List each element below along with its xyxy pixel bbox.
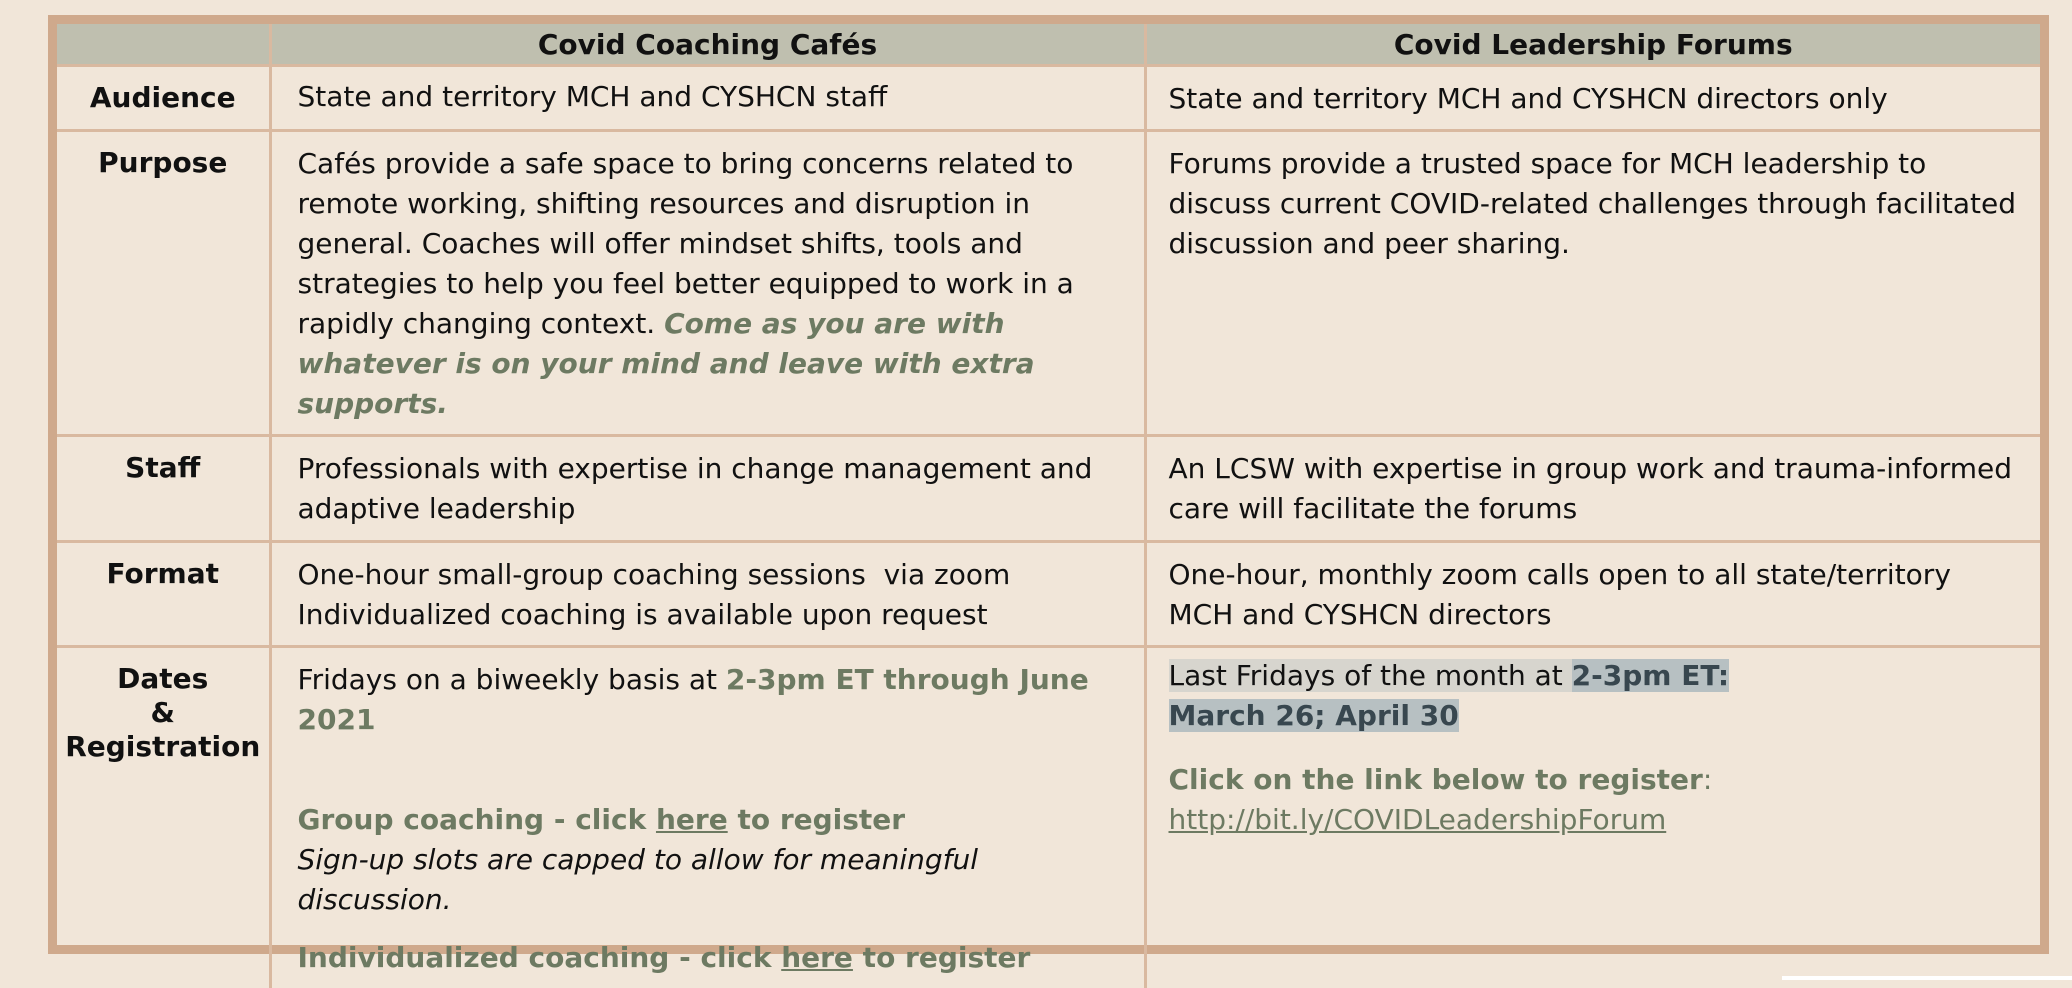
table-header-row bbox=[57, 24, 2040, 66]
individual-coaching-suffix: to register bbox=[853, 941, 1030, 974]
forum-format: One-hour, monthly zoom calls open to all state/territory MCH and CYSHCN directors bbox=[1145, 542, 2040, 647]
header-coaching-cafes: Covid Coaching Cafés bbox=[270, 24, 1145, 66]
group-coaching-line bbox=[298, 800, 1124, 840]
group-coaching-prefix: Group coaching - click bbox=[298, 803, 656, 836]
individual-coaching-register-link[interactable]: here bbox=[781, 941, 853, 974]
forum-dates: March 26; April 30 bbox=[1169, 699, 1459, 732]
corner-patch bbox=[1782, 976, 2072, 980]
spacer bbox=[298, 740, 1124, 800]
table-row-format bbox=[57, 542, 2040, 647]
label-dates: Dates bbox=[57, 662, 269, 696]
comparison-table-frame bbox=[48, 15, 2049, 954]
group-coaching-suffix: to register bbox=[728, 803, 905, 836]
cafe-schedule-prefix: Fridays on a biweekly basis at bbox=[298, 663, 726, 696]
cafe-format-line-1: One-hour small-group coaching sessions via zoom bbox=[298, 555, 1124, 595]
forum-schedule-time: 2-3pm ET: bbox=[1572, 659, 1729, 692]
signup-note: Sign-up slots are capped to allow for meaningful discussion. bbox=[298, 840, 1124, 920]
spacer bbox=[1169, 736, 2021, 760]
row-label-purpose: Purpose bbox=[57, 131, 270, 436]
row-label-staff: Staff bbox=[57, 436, 270, 542]
comparison-table bbox=[57, 24, 2040, 988]
forum-schedule-prefix: Last Fridays of the month at bbox=[1169, 659, 1572, 692]
forum-staff: An LCSW with expertise in group work and trauma-informed care will facilitate the forums bbox=[1145, 436, 2040, 542]
table-row-dates-registration bbox=[57, 647, 2040, 988]
forum-register-link-line bbox=[1169, 800, 2021, 840]
table-row-audience bbox=[57, 66, 2040, 131]
row-label-dates-registration bbox=[57, 647, 270, 988]
cafe-dates-registration bbox=[270, 647, 1145, 988]
group-coaching-register-link[interactable]: here bbox=[656, 803, 728, 836]
forum-audience: State and territory MCH and CYSHCN directors only bbox=[1145, 66, 2040, 131]
cafe-purpose-emphasis: Come as you are with whatever is on your mind and leave with extra supports. bbox=[298, 307, 1035, 420]
header-leadership-forums: Covid Leadership Forums bbox=[1145, 24, 2040, 66]
cafe-schedule bbox=[298, 660, 1124, 740]
cafe-purpose bbox=[270, 131, 1145, 436]
cafe-format bbox=[270, 542, 1145, 647]
cafe-audience: State and territory MCH and CYSHCN staff bbox=[270, 66, 1145, 131]
header-empty-cell bbox=[57, 24, 270, 66]
individual-coaching-line bbox=[298, 938, 1124, 978]
cafe-staff: Professionals with expertise in change management and adaptive leadership bbox=[270, 436, 1145, 542]
cafe-format-line-2: Individualized coaching is available upon request bbox=[298, 595, 1124, 635]
cafe-schedule-time: 2-3pm ET through June 2021 bbox=[298, 663, 1089, 736]
table-row-purpose bbox=[57, 131, 2040, 436]
forum-schedule bbox=[1169, 656, 2021, 696]
forum-register-line bbox=[1169, 760, 2021, 800]
spacer bbox=[298, 920, 1124, 938]
forum-dates-registration bbox=[1145, 647, 2040, 988]
label-registration: Registration bbox=[57, 730, 269, 764]
forum-register-label: Click on the link below to register bbox=[1169, 763, 1703, 796]
row-label-audience: Audience bbox=[57, 66, 270, 131]
forum-register-link[interactable]: http://bit.ly/COVIDLeadershipForum bbox=[1169, 803, 1667, 836]
cafe-purpose-text: Cafés provide a safe space to bring concerns related to remote working, shifting resources and disruption in general. Coaches will offer mindset shifts, tools and strategies to help you feel better equipped to work in a rapidly changing context. bbox=[298, 147, 1074, 340]
forum-dates-line bbox=[1169, 696, 2021, 736]
forum-purpose: Forums provide a trusted space for MCH leadership to discuss current COVID-related challenges through facilitated discussion and peer sharing. bbox=[1145, 131, 2040, 436]
label-ampersand: & bbox=[57, 696, 269, 730]
table-row-staff bbox=[57, 436, 2040, 542]
row-label-format: Format bbox=[57, 542, 270, 647]
forum-register-colon: : bbox=[1703, 763, 1712, 796]
individual-coaching-prefix: Individualized coaching - click bbox=[298, 941, 782, 974]
